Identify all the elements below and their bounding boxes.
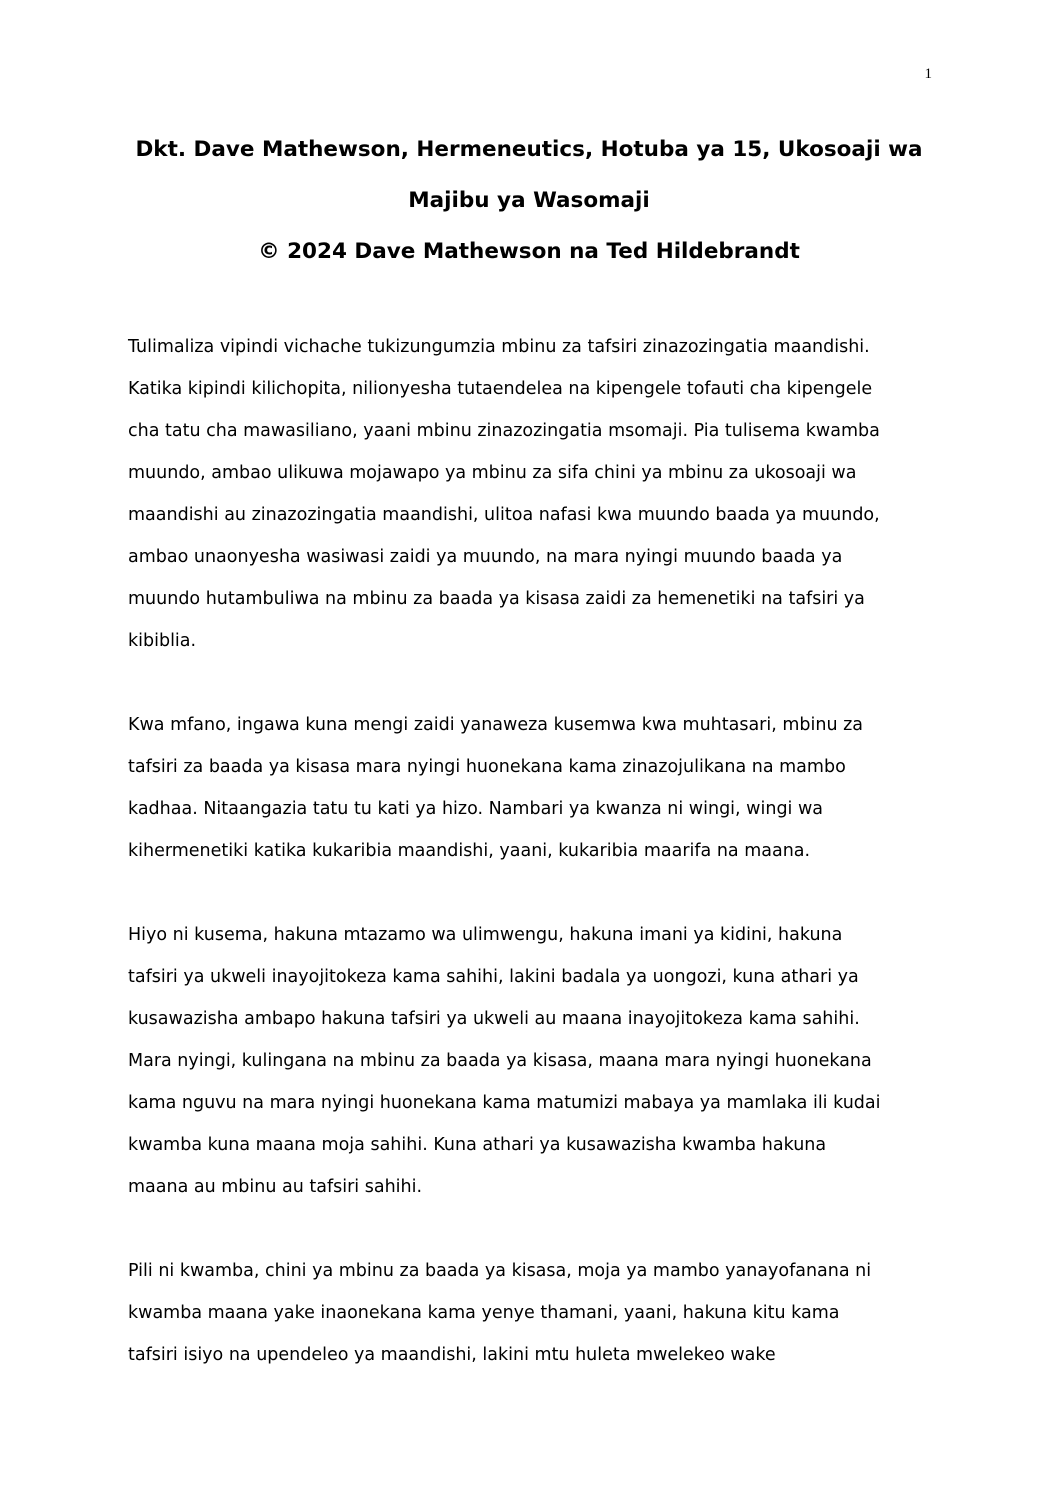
text-line: maana au mbinu au tafsiri sahihi. [128, 1177, 423, 1197]
text-line: cha tatu cha mawasiliano, yaani mbinu zinazozingatia msomaji. Pia tulisema kwamba [128, 421, 880, 441]
page-number: 1 [924, 66, 932, 82]
text-line: kusawazisha ambapo hakuna tafsiri ya ukweli au maana inayojitokeza kama sahihi. [128, 1009, 860, 1029]
text-line: Hiyo ni kusema, hakuna mtazamo wa ulimwengu, hakuna imani ya kidini, hakuna [128, 925, 843, 945]
text-line: maandishi au zinazozingatia maandishi, ulitoa nafasi kwa muundo baada ya muundo, [128, 505, 880, 525]
document-title [128, 124, 930, 277]
text-line: muundo, ambao ulikuwa mojawapo ya mbinu za sifa chini ya mbinu za ukosoaji wa [128, 463, 857, 483]
text-line: Pili ni kwamba, chini ya mbinu za baada ya kisasa, moja ya mambo yanayofanana ni [128, 1261, 872, 1281]
text-line: tafsiri ya ukweli inayojitokeza kama sahihi, lakini badala ya uongozi, kuna athari ya [128, 967, 859, 987]
paragraph [128, 1250, 938, 1376]
paragraph [128, 704, 938, 872]
text-line: kadhaa. Nitaangazia tatu tu kati ya hizo. Nambari ya kwanza ni wingi, wingi wa [128, 799, 824, 819]
text-line: Kwa mfano, ingawa kuna mengi zaidi yanaweza kusemwa kwa muhtasari, mbinu za [128, 715, 864, 735]
copyright-line: © 2024 Dave Mathewson na Ted Hildebrandt [258, 239, 800, 264]
text-line: ambao unaonyesha wasiwasi zaidi ya muundo, na mara nyingi muundo baada ya [128, 547, 843, 567]
text-line: kwamba maana yake inaonekana kama yenye thamani, yaani, hakuna kitu kama [128, 1303, 840, 1323]
text-line: kama nguvu na mara nyingi huonekana kama matumizi mabaya ya mamlaka ili kudai [128, 1093, 881, 1113]
text-line: Mara nyingi, kulingana na mbinu za baada ya kisasa, maana mara nyingi huonekana [128, 1051, 872, 1071]
body-text [128, 326, 938, 1418]
text-line: tafsiri isiyo na upendeleo ya maandishi, lakini mtu huleta mwelekeo wake [128, 1345, 776, 1365]
paragraph [128, 914, 938, 1208]
text-line: Tulimaliza vipindi vichache tukizungumzia mbinu za tafsiri zinazozingatia maandishi. [128, 337, 870, 357]
title-line: Dkt. Dave Mathewson, Hermeneutics, Hotuba ya 15, Ukosoaji wa [135, 137, 923, 162]
text-line: tafsiri za baada ya kisasa mara nyingi huonekana kama zinazojulikana na mambo [128, 757, 846, 777]
paragraph [128, 326, 938, 662]
title-line: Majibu ya Wasomaji [408, 188, 650, 213]
text-line: kibiblia. [128, 631, 197, 651]
text-line: Katika kipindi kilichopita, nilionyesha tutaendelea na kipengele tofauti cha kipengele [128, 379, 873, 399]
text-line: kihermenetiki katika kukaribia maandishi, yaani, kukaribia maarifa na maana. [128, 841, 811, 861]
text-line: muundo hutambuliwa na mbinu za baada ya kisasa zaidi za hemenetiki na tafsiri ya [128, 589, 865, 609]
text-line: kwamba kuna maana moja sahihi. Kuna athari ya kusawazisha kwamba hakuna [128, 1135, 827, 1155]
